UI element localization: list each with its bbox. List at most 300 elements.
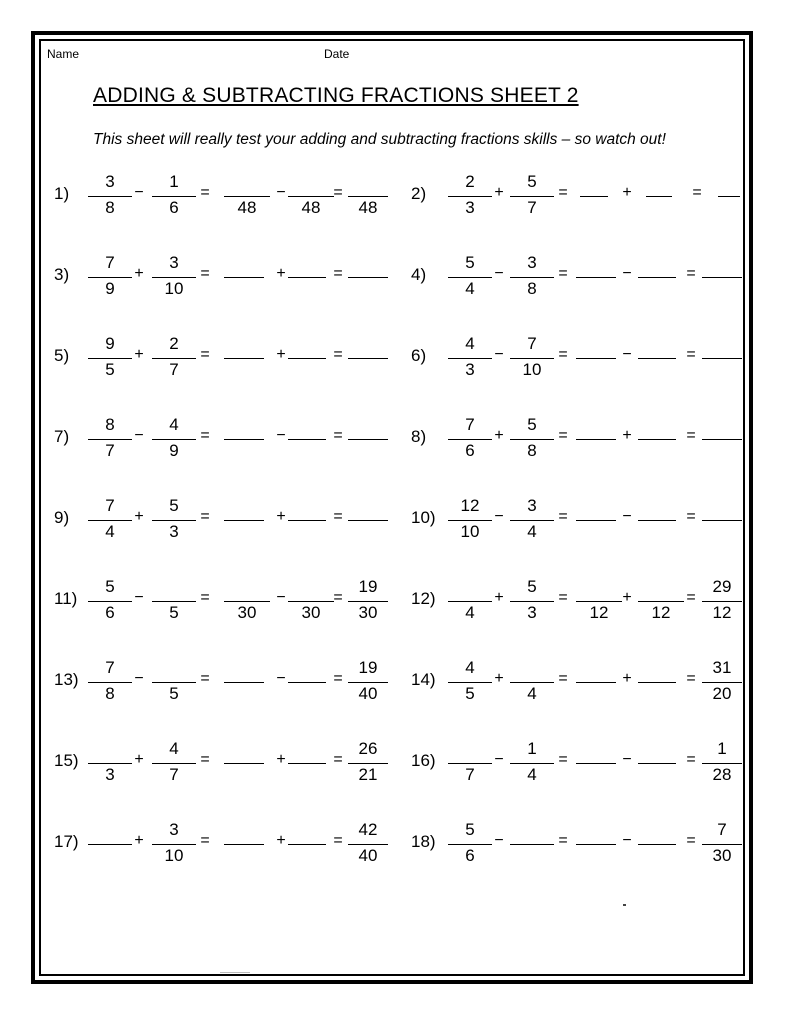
fraction-2-bar [510,196,554,197]
operator: + [622,427,632,444]
rewrite-fraction-2 [288,577,334,627]
operator: − [494,508,504,525]
operator: − [276,427,286,444]
equals-sign: = [200,832,210,849]
fraction-1 [448,658,492,708]
fraction-1-numerator: 7 [105,496,115,515]
fraction-2-denominator: 5 [169,684,179,703]
fraction-2-numerator: 1 [527,739,537,758]
fraction-1-bar [448,439,492,440]
fraction-1-denominator: 3 [105,765,115,784]
problem-number: 7) [54,427,70,446]
worksheet-title: ADDING & SUBTRACTING FRACTIONS SHEET 2 [93,84,579,107]
fraction-1-bar [448,682,492,683]
answer-fraction [702,577,742,627]
equals-sign: = [558,508,568,525]
answer-fraction-bar [348,601,388,602]
fraction-2-numerator: 5 [527,172,537,191]
answer-blank [576,763,616,764]
rewrite-fraction-2-bar [288,196,334,197]
equals-sign: = [333,508,343,525]
operator: − [134,589,144,606]
equals-sign: = [558,832,568,849]
fraction-2-numerator: 3 [169,253,179,272]
fraction-2-bar [510,763,554,764]
fraction-1 [448,739,492,789]
operator: + [494,184,504,201]
fraction-1-denominator: 5 [105,360,115,379]
answer-fraction-numerator: 19 [358,577,378,596]
answer-blank [224,358,264,359]
fraction-1-numerator: 12 [460,496,480,515]
problem-number: 6) [411,346,427,365]
problem-number: 15) [54,751,79,770]
fraction-1-bar [88,196,132,197]
rewrite-fraction-2-denominator: 48 [301,198,321,217]
fraction-1 [88,172,132,222]
fraction-1-denominator: 5 [465,684,475,703]
rewrite-fraction-1 [224,172,270,222]
rewrite-fraction-2-bar [638,601,684,602]
answer-fraction [702,739,742,789]
fraction-2 [510,253,554,303]
problem-number: 9) [54,508,70,527]
answer-fraction-denominator: 30 [358,603,378,622]
fraction-2 [510,658,554,708]
fraction-2-numerator: 3 [527,496,537,515]
answer-blank [224,682,264,683]
rewrite-fraction-2 [288,172,334,222]
operator: − [134,670,144,687]
problem-number: 10) [411,508,436,527]
fraction-1 [448,334,492,384]
answer-blank [702,358,742,359]
answer-fraction-bar [702,601,742,602]
answer-blank [224,844,264,845]
fraction-2 [152,415,196,465]
operator: + [276,832,286,849]
fraction-2-numerator: 4 [169,739,179,758]
fraction-2-denominator: 4 [527,765,537,784]
fraction-1 [88,577,132,627]
fraction-1-bar [448,601,492,602]
fraction-2-bar [510,277,554,278]
rewrite-fraction-1-bar [224,601,270,602]
problem-number: 18) [411,832,436,851]
fraction-2 [510,172,554,222]
operator: − [622,346,632,363]
operator: − [494,832,504,849]
problem-number: 14) [411,670,436,689]
fraction-2-denominator: 5 [169,603,179,622]
fraction-1-numerator: 4 [465,658,475,677]
answer-fraction-denominator: 28 [712,765,732,784]
rewrite-fraction-1-bar [576,601,622,602]
operator: + [276,346,286,363]
fraction-1 [88,253,132,303]
fraction-2-numerator: 5 [527,577,537,596]
answer-fraction [348,172,388,222]
fraction-2-bar [510,358,554,359]
answer-fraction-denominator: 12 [712,603,732,622]
answer-fraction-bar [348,196,388,197]
fraction-2 [152,577,196,627]
problem-number: 17) [54,832,79,851]
equals-sign: = [558,427,568,444]
answer-fraction [348,820,388,870]
answer-blank [646,196,672,197]
fraction-1-denominator: 3 [465,360,475,379]
answer-blank [702,520,742,521]
equals-sign: = [686,751,696,768]
answer-blank [224,277,264,278]
date-label: Date [324,47,350,61]
problem-number: 2) [411,184,427,203]
answer-fraction-bar [348,763,388,764]
answer-fraction-denominator: 21 [358,765,378,784]
fraction-1-denominator: 6 [465,846,475,865]
equals-sign: = [558,184,568,201]
answer-blank [638,682,676,683]
fraction-1-bar [88,277,132,278]
fraction-1-denominator: 3 [465,198,475,217]
fraction-2-numerator: 1 [169,172,179,191]
fraction-2-denominator: 3 [527,603,537,622]
answer-blank [638,844,676,845]
answer-fraction-denominator: 40 [358,846,378,865]
operator: + [622,589,632,606]
fraction-1-bar [88,682,132,683]
fraction-1-numerator: 7 [105,658,115,677]
fraction-1-numerator: 8 [105,415,115,434]
worksheet-instructions: This sheet will really test your adding and subtracting fractions skills – so watch out! [93,131,666,148]
equals-sign: = [200,508,210,525]
problem-number: 8) [411,427,427,446]
fraction-2-bar [510,520,554,521]
fraction-2-numerator: 5 [527,415,537,434]
rewrite-fraction-1-denominator: 48 [237,198,257,217]
operator: + [494,427,504,444]
fraction-1-numerator: 9 [105,334,115,353]
answer-blank [348,439,388,440]
equals-sign: = [558,346,568,363]
answer-fraction [348,658,388,708]
fraction-2 [510,496,554,546]
answer-blank [638,763,676,764]
fraction-2 [152,334,196,384]
fraction-1-denominator: 7 [465,765,475,784]
answer-blank [224,439,264,440]
fraction-1-bar [88,763,132,764]
fraction-2 [510,415,554,465]
fraction-1-denominator: 4 [465,279,475,298]
fraction-2-denominator: 10 [164,846,184,865]
fraction-2-denominator: 7 [169,765,179,784]
fraction-1-denominator: 6 [465,441,475,460]
equals-sign: = [333,184,343,201]
answer-blank [288,763,326,764]
fraction-1 [88,334,132,384]
fraction-2-bar [510,439,554,440]
fraction-2-numerator: 5 [169,496,179,515]
fraction-1 [88,496,132,546]
operator: − [622,508,632,525]
fraction-1-bar [448,196,492,197]
fraction-2 [152,658,196,708]
fraction-1-denominator: 9 [105,279,115,298]
fraction-2-numerator: 4 [169,415,179,434]
fraction-2-bar [152,277,196,278]
fraction-2-denominator: 7 [527,198,537,217]
answer-fraction-denominator: 30 [712,846,732,865]
answer-blank [638,439,676,440]
rewrite-fraction-1 [224,577,270,627]
equals-sign: = [686,508,696,525]
equals-sign: = [200,346,210,363]
answer-fraction-numerator: 29 [712,577,732,596]
fraction-1-denominator: 4 [105,522,115,541]
answer-fraction-numerator: 31 [712,658,732,677]
fraction-2 [152,496,196,546]
answer-blank [702,439,742,440]
fraction-2-bar [152,844,196,845]
answer-blank [288,844,326,845]
name-label: Name [47,47,80,61]
equals-sign: = [200,751,210,768]
fraction-1-denominator: 4 [465,603,475,622]
operator: + [276,265,286,282]
equals-sign: = [333,670,343,687]
fraction-2 [152,253,196,303]
problem-number: 13) [54,670,79,689]
operator: − [134,184,144,201]
fraction-2-bar [510,601,554,602]
problem-number: 16) [411,751,436,770]
fraction-1 [448,820,492,870]
problem-number: 4) [411,265,427,284]
answer-fraction [348,577,388,627]
operator: − [622,751,632,768]
answer-blank [288,439,326,440]
fraction-1 [88,820,132,870]
fraction-1-bar [448,520,492,521]
answer-blank [348,358,388,359]
answer-blank [576,277,616,278]
fraction-2-denominator: 7 [169,360,179,379]
fraction-1 [88,739,132,789]
fraction-1-denominator: 10 [460,522,480,541]
answer-blank [576,358,616,359]
fraction-2-denominator: 4 [527,522,537,541]
equals-sign: = [686,832,696,849]
operator: − [276,670,286,687]
answer-fraction-numerator: 19 [358,658,378,677]
fraction-2-bar [510,844,554,845]
equals-sign: = [333,265,343,282]
answer-blank [576,844,616,845]
answer-blank [576,520,616,521]
answer-blank [638,520,676,521]
equals-sign: = [558,589,568,606]
fraction-1-bar [88,601,132,602]
answer-blank [288,277,326,278]
answer-fraction-numerator: 26 [358,739,378,758]
fraction-2-bar [152,439,196,440]
operator: + [494,589,504,606]
fraction-2-bar [152,763,196,764]
fraction-2-numerator: 2 [169,334,179,353]
fraction-1-numerator: 5 [465,820,475,839]
fraction-1-bar [448,358,492,359]
fraction-1-numerator: 7 [465,415,475,434]
fraction-1-denominator: 6 [105,603,115,622]
problem-number: 11) [54,589,78,608]
scan-speck [623,904,626,906]
answer-fraction-bar [702,844,742,845]
fraction-1 [88,415,132,465]
answer-fraction-numerator: 42 [358,820,378,839]
fraction-2 [152,820,196,870]
fraction-1-bar [88,844,132,845]
answer-fraction-bar [348,682,388,683]
operator: − [276,589,286,606]
fraction-1-bar [448,763,492,764]
fraction-2 [510,334,554,384]
fraction-1-numerator: 2 [465,172,475,191]
fraction-2-bar [152,358,196,359]
operator: + [134,832,144,849]
equals-sign: = [333,427,343,444]
operator: − [494,265,504,282]
fraction-1-bar [88,358,132,359]
equals-sign: = [686,265,696,282]
fraction-1 [448,253,492,303]
answer-blank [224,763,264,764]
fraction-1-bar [88,520,132,521]
rewrite-fraction-2-bar [288,601,334,602]
rewrite-fraction-1-denominator: 30 [237,603,257,622]
fraction-1 [448,415,492,465]
equals-sign: = [686,670,696,687]
fraction-2 [510,739,554,789]
answer-blank [348,277,388,278]
fraction-1-numerator: 5 [465,253,475,272]
operator: − [622,265,632,282]
answer-fraction-bar [702,763,742,764]
answer-fraction [348,739,388,789]
fraction-1-bar [448,844,492,845]
equals-sign: = [686,346,696,363]
problem-number: 12) [411,589,436,608]
answer-blank [576,439,616,440]
answer-fraction-denominator: 48 [358,198,378,217]
operator: + [622,670,632,687]
answer-fraction-denominator: 40 [358,684,378,703]
fraction-1-bar [448,277,492,278]
operator: + [134,265,144,282]
equals-sign: = [200,670,210,687]
fraction-2-denominator: 8 [527,279,537,298]
problem-number: 3) [54,265,70,284]
fraction-2-numerator: 7 [527,334,537,353]
fraction-2-bar [152,520,196,521]
answer-fraction-numerator: 7 [717,820,727,839]
equals-sign: = [200,184,210,201]
equals-sign: = [333,589,343,606]
equals-sign: = [692,184,702,201]
answer-fraction [702,658,742,708]
operator: + [276,751,286,768]
fraction-1-bar [88,439,132,440]
fraction-2-numerator: 3 [169,820,179,839]
fraction-2-bar [152,196,196,197]
fraction-1-numerator: 4 [465,334,475,353]
fraction-1 [448,577,492,627]
fraction-2 [152,739,196,789]
operator: + [494,670,504,687]
fraction-1 [448,496,492,546]
fraction-2-bar [510,682,554,683]
answer-blank [288,682,326,683]
answer-blank [576,682,616,683]
equals-sign: = [200,265,210,282]
answer-fraction-denominator: 20 [712,684,732,703]
answer-blank [288,358,326,359]
operator: − [494,751,504,768]
operator: + [134,508,144,525]
fraction-2-bar [152,682,196,683]
fraction-2-bar [152,601,196,602]
operator: + [622,184,632,201]
equals-sign: = [333,346,343,363]
fraction-1-denominator: 7 [105,441,115,460]
problem-number: 5) [54,346,70,365]
fraction-2-denominator: 4 [527,684,537,703]
fraction-2 [510,577,554,627]
equals-sign: = [333,832,343,849]
answer-fraction-numerator: 1 [717,739,727,758]
rewrite-fraction-2-denominator: 30 [301,603,321,622]
rewrite-fraction-1-denominator: 12 [589,603,609,622]
answer-blank [638,277,676,278]
answer-blank [580,196,608,197]
fraction-2-denominator: 8 [527,441,537,460]
fraction-2-denominator: 3 [169,522,179,541]
equals-sign: = [200,427,210,444]
answer-blank [718,196,740,197]
operator: + [276,508,286,525]
scan-speck [220,972,250,973]
equals-sign: = [686,427,696,444]
rewrite-fraction-2-denominator: 12 [651,603,671,622]
answer-fraction [702,820,742,870]
fraction-2 [152,172,196,222]
equals-sign: = [558,670,568,687]
fraction-1-numerator: 7 [105,253,115,272]
operator: + [134,346,144,363]
operator: − [494,346,504,363]
fraction-2-denominator: 10 [164,279,184,298]
equals-sign: = [686,589,696,606]
fraction-2 [510,820,554,870]
operator: − [134,427,144,444]
answer-blank [348,520,388,521]
problem-number: 1) [54,184,70,203]
fraction-1-denominator: 8 [105,684,115,703]
fraction-1-denominator: 8 [105,198,115,217]
fraction-1-numerator: 3 [105,172,115,191]
rewrite-fraction-1 [576,577,622,627]
